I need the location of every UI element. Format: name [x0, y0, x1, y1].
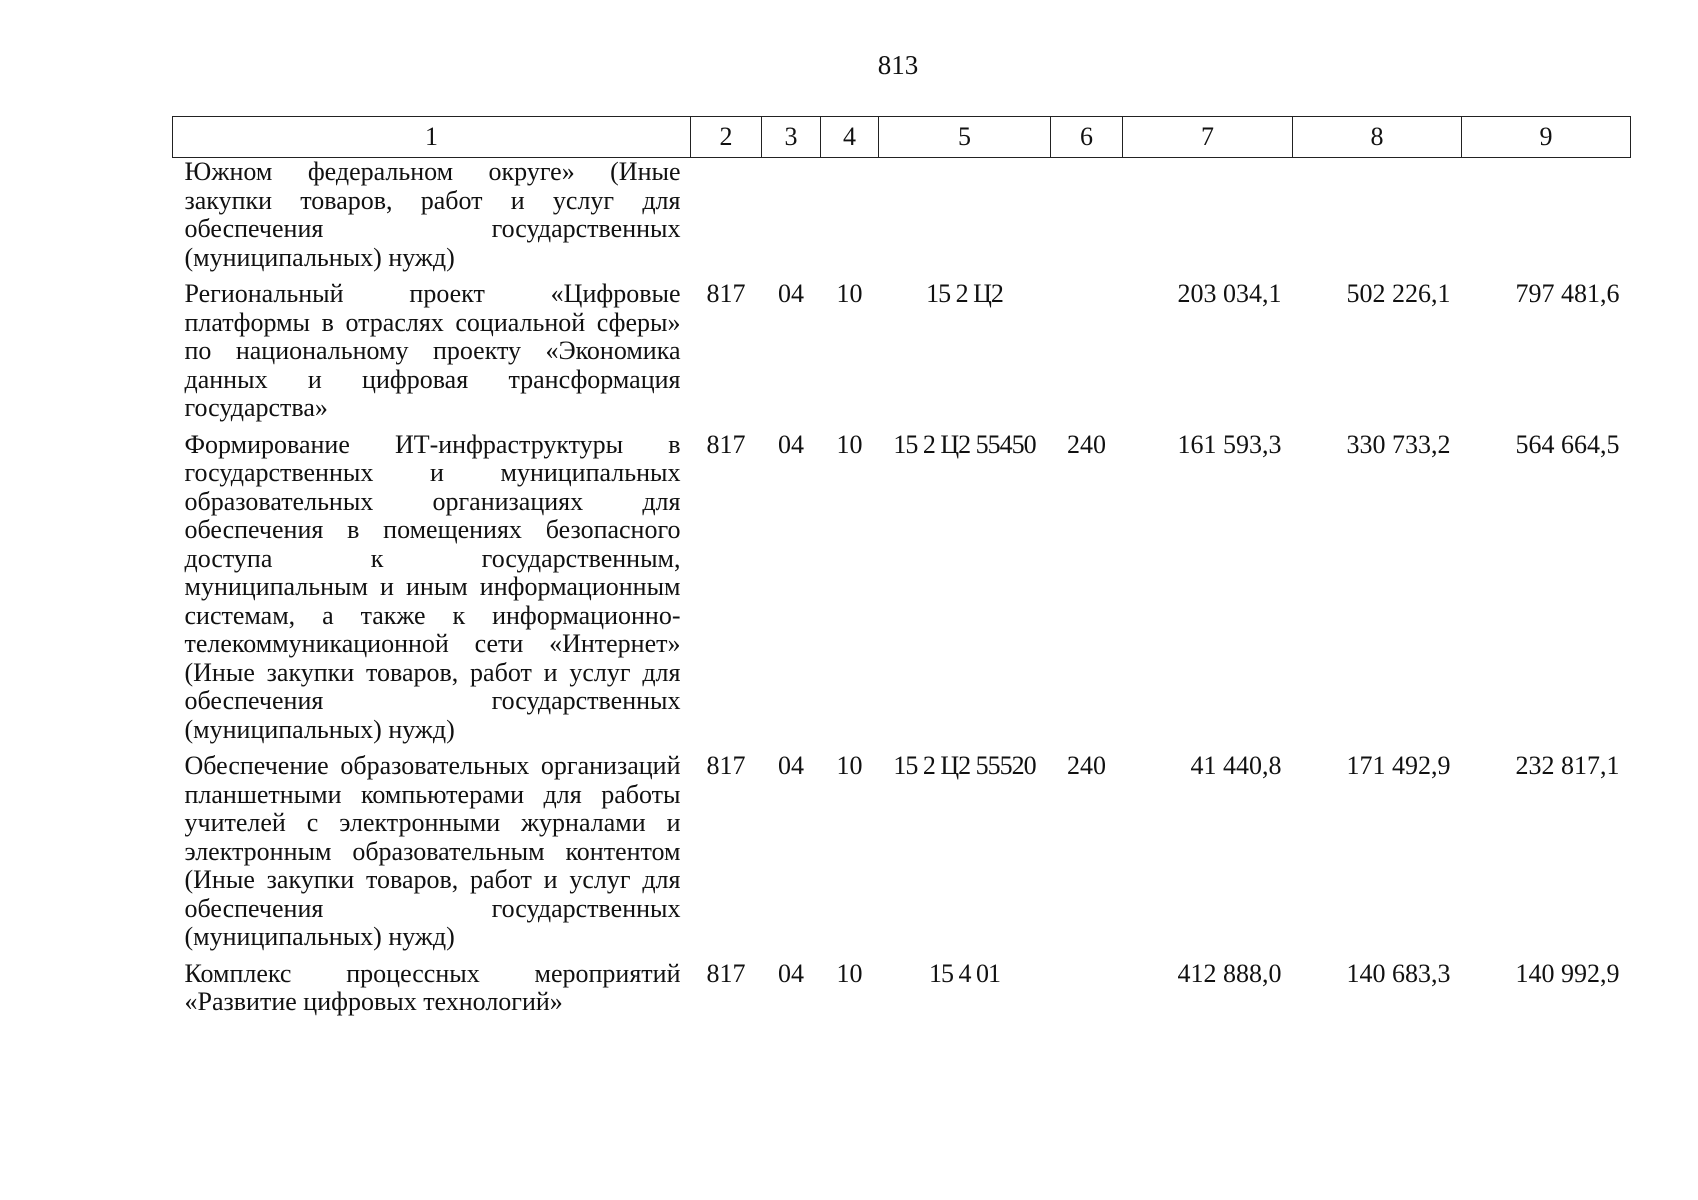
amount-col-8: 171 492,9 — [1346, 751, 1451, 780]
target-article-code: 15 2 Ц2 — [926, 279, 1003, 308]
section-code: 04 — [778, 429, 804, 459]
row-description: Южном федеральном округе» (Иные закупки товаров, работ и услуг для обеспечения государственных (муниципальных) нужд) — [184, 157, 681, 272]
section-code: 04 — [778, 751, 804, 780]
table-row — [173, 744, 1631, 952]
column-header-6: 6 — [1051, 117, 1123, 158]
subsection-code — [821, 158, 879, 273]
amount-col-9: 797 481,6 — [1515, 279, 1620, 308]
subsection-code: 10 — [836, 751, 863, 780]
ministry-code: 817 — [706, 958, 746, 988]
amount-col-8: 502 226,1 — [1346, 279, 1451, 308]
subsection-code: 10 — [836, 429, 863, 459]
amount-col-7: 41 440,8 — [1190, 751, 1282, 780]
column-header-3: 3 — [762, 117, 821, 158]
amount-col-9 — [1462, 158, 1631, 273]
table-row — [173, 952, 1631, 1017]
target-article-code: 15 2 Ц2 55450 — [893, 429, 1036, 459]
section-code — [762, 158, 821, 273]
section-code: 04 — [778, 958, 804, 988]
expense-type-code — [1051, 952, 1123, 1017]
expense-type-code — [1051, 158, 1123, 273]
amount-col-8: 330 733,2 — [1346, 429, 1451, 459]
amount-col-9: 140 992,9 — [1515, 958, 1620, 988]
table-row — [173, 158, 1631, 273]
row-description: Комплекс процессных мероприятий «Развитие цифровых технологий» — [184, 958, 681, 1016]
amount-col-8: 140 683,3 — [1346, 958, 1451, 988]
section-code: 04 — [778, 279, 804, 308]
expense-type-code — [1051, 272, 1123, 423]
amount-col-8 — [1293, 158, 1462, 273]
column-header-1: 1 — [173, 117, 691, 158]
table-row — [173, 272, 1631, 423]
column-header-7: 7 — [1123, 117, 1293, 158]
amount-col-7: 203 034,1 — [1177, 279, 1282, 308]
target-article-code: 15 4 01 — [929, 958, 1000, 988]
column-header-4: 4 — [821, 117, 879, 158]
amount-col-7 — [1123, 158, 1293, 273]
column-header-9: 9 — [1462, 117, 1631, 158]
subsection-code: 10 — [836, 958, 863, 988]
ministry-code — [691, 158, 762, 273]
table-row — [173, 423, 1631, 745]
ministry-code: 817 — [706, 429, 746, 459]
amount-col-9: 232 817,1 — [1515, 751, 1620, 780]
amount-col-9: 564 664,5 — [1515, 429, 1620, 459]
target-article-code: 15 2 Ц2 55520 — [893, 751, 1036, 780]
column-number-header — [173, 117, 1631, 158]
ministry-code: 817 — [706, 751, 746, 780]
expense-type-code: 240 — [1067, 429, 1106, 459]
row-description: Формирование ИТ-инфраструктуры в государственных и муниципальных образовательных организациях для обеспечения в помещениях безопасного доступа к государственным, муниципальным и иным информационным системам, а также к информационно-телекоммуникационной сети «Интернет» (Иные закупки товаров, работ и услуг для обеспечения государственных (муниципальных) нужд) — [184, 429, 681, 744]
budget-table — [172, 116, 1631, 1017]
row-description: Обеспечение образовательных организаций планшетными компьютерами для работы учителей с электронными журналами и электронным образовательным контентом (Иные закупки товаров, работ и услуг для обеспечения государственных (муниципальных) нужд) — [184, 751, 681, 951]
row-description: Региональный проект «Цифровые платформы в отраслях социальной сферы» по национальному проекту «Экономика данных и цифровая трансформация государства» — [184, 279, 681, 422]
amount-col-7: 161 593,3 — [1177, 429, 1282, 459]
page-number: 813 — [877, 50, 919, 80]
column-header-8: 8 — [1293, 117, 1462, 158]
expense-type-code: 240 — [1067, 751, 1106, 780]
column-header-2: 2 — [691, 117, 762, 158]
ministry-code: 817 — [706, 279, 746, 308]
amount-col-7: 412 888,0 — [1177, 958, 1282, 988]
subsection-code: 10 — [836, 279, 863, 308]
column-header-5: 5 — [879, 117, 1051, 158]
target-article-code — [879, 158, 1051, 273]
